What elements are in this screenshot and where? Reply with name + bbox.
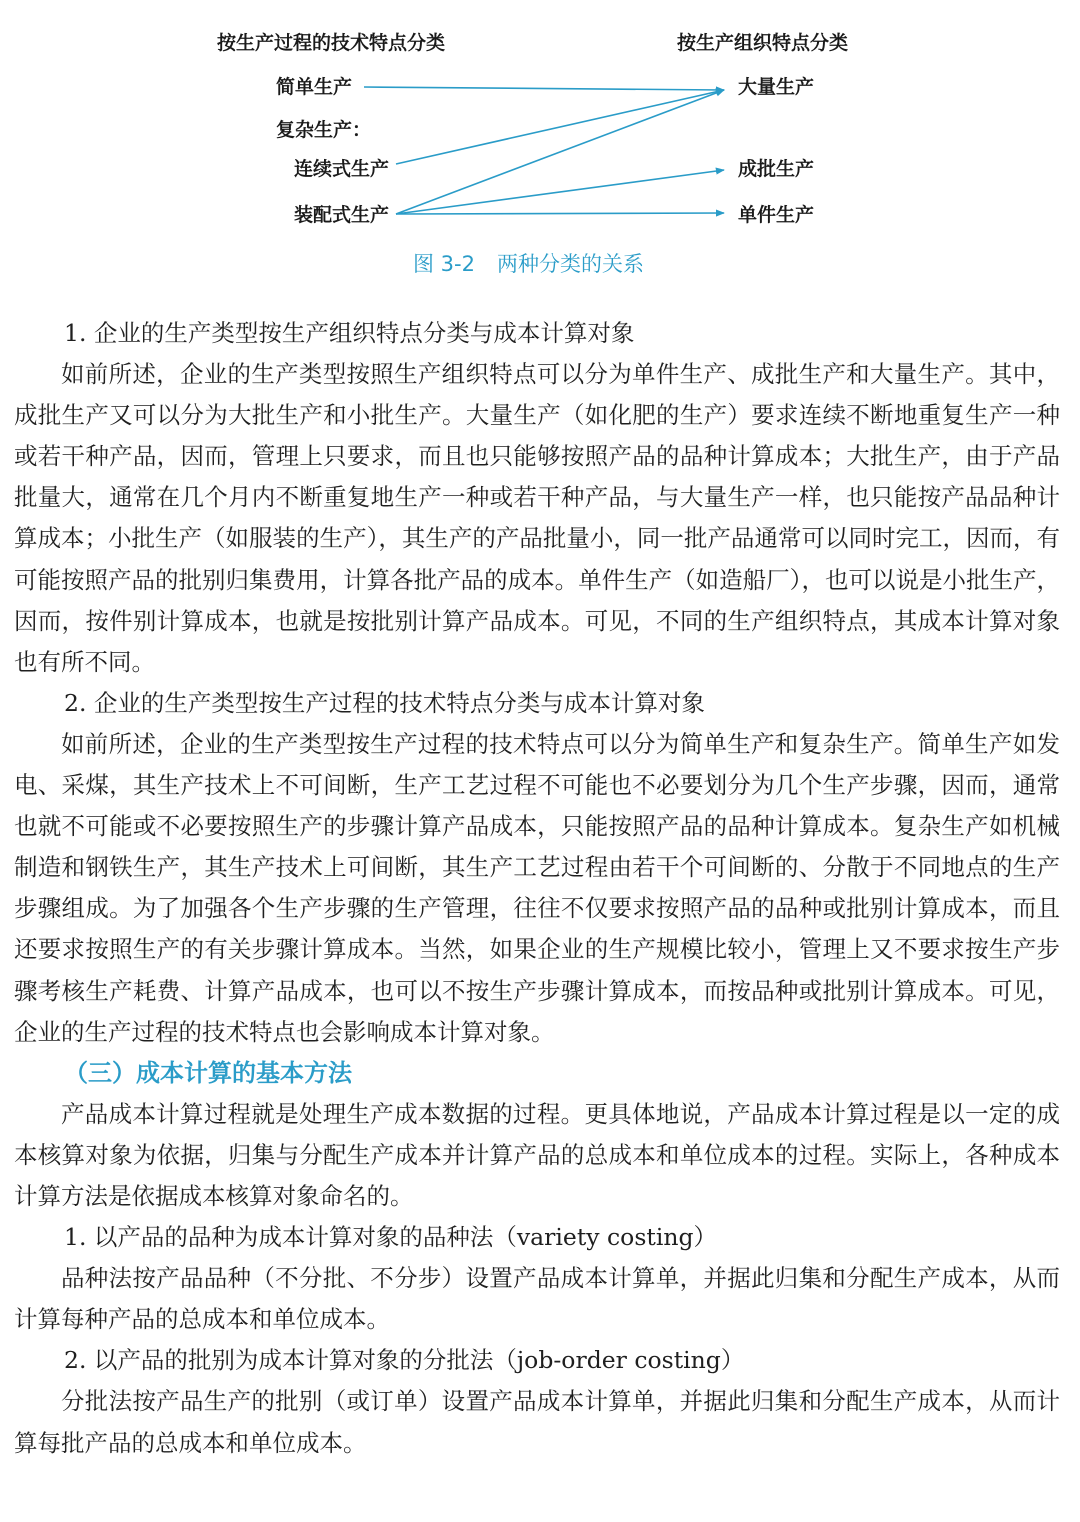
paragraph-2: 如前所述，企业的生产类型按生产过程的技术特点可以分为简单生产和复杂生产。简单生产如发电、采煤，其生产技术上不可间断，生产工艺过程不可能也不必要划分为几个生产步骤，因而，通常也就不可能或不必要按照生产的步骤计算产品成本，只能按照产品的品种计算成本。复杂生产如机械制造和钢铁生产，其生产技术上可间断，其生产工艺过程由若干个可间断的、分散于不同地点的生产步骤组成。为了加强各个生产步骤的生产管理，往往不仅要求按照产品的品种或批别计算成本，而且还要求按照生产的有关步骤计算成本。当然，如果企业的生产规模比较小，管理上又不要求按生产步骤考核生产耗费、计算产品成本，也可以不按生产步骤计算成本，而按品种或批别计算成本。可见，企业的生产过程的技术特点也会影响成本计算对象。: [14, 729, 1060, 1046]
label-single-production: 单件生产: [738, 204, 815, 226]
label-assembly-production: 装配式生产: [294, 204, 390, 226]
paragraph-3: 产品成本计算过程就是处理生产成本数据的过程。更具体地说，产品成本计算过程是以一定的成本核算对象为依据，归集与分配生产成本并计算产品的总成本和单位成本的过程。实际上，各种成本计算方法是依据成本核算对象命名的。: [14, 1099, 1060, 1210]
section-title: （三）成本计算的基本方法: [64, 1058, 352, 1087]
right-column-header: 按生产组织特点分类: [677, 32, 849, 54]
paragraph-1: 如前所述，企业的生产类型按照生产组织特点可以分为单件生产、成批生产和大量生产。其中，成批生产又可以分为大批生产和小批生产。大量生产（如化肥的生产）要求连续不断地重复生产一种或若干种产品，因而，管理上只要求，而且也只能够按照产品的品种计算成本；大批生产，由于产品批量大，通常在几个月内不断重复地生产一种或若干种产品，与大量生产一样，也只能按产品品种计算成本；小批生产（如服装的生产），其生产的产品批量小，同一批产品通常可以同时完工，因而，有可能按照产品的批别归集费用，计算各批产品的成本。单件生产（如造船厂），也可以说是小批生产，因而，按件别计算成本，也就是按批别计算产品成本。可见，不同的生产组织特点，其成本计算对象也有所不同。: [14, 360, 1060, 676]
figure-caption: [413, 250, 644, 278]
left-column-header: 按生产过程的技术特点分类: [217, 32, 446, 54]
arrow-simple-to-mass: [364, 87, 724, 90]
heading-4: 2. 以产品的批别为成本计算对象的分批法（job-order costing）: [64, 1346, 745, 1375]
arrow-continuous-to-mass: [396, 90, 724, 164]
heading-2: 2. 企业的生产类型按生产过程的技术特点分类与成本计算对象: [64, 688, 705, 717]
paragraph-5: 分批法按产品生产的批别（或订单）设置产品成本计算单，并据此归集和分配生产成本，从而计算每批产品的总成本和单位成本。: [14, 1387, 1060, 1457]
label-continuous-production: 连续式生产: [294, 158, 390, 180]
figure-caption-text: 两种分类的关系: [496, 252, 644, 276]
figure-two-classifications: [0, 0, 1080, 290]
arrow-assembly-to-mass: [396, 90, 724, 214]
relationship-arrows: [0, 0, 1080, 290]
arrow-assembly-to-batch: [396, 170, 724, 214]
paragraph-4: 品种法按产品品种（不分批、不分步）设置产品成本计算单，并据此归集和分配生产成本，从而计算每种产品的总成本和单位成本。: [14, 1264, 1060, 1334]
label-complex-production: 复杂生产：: [276, 119, 372, 141]
label-simple-production: 简单生产: [276, 76, 353, 98]
figure-caption-number: 图 3-2: [413, 252, 475, 276]
heading-1: 1. 企业的生产类型按生产组织特点分类与成本计算对象: [64, 319, 635, 347]
body-text: [14, 313, 1060, 1464]
label-batch-production: 成批生产: [738, 158, 815, 180]
label-mass-production: 大量生产: [738, 76, 815, 98]
arrow-assembly-to-single: [396, 213, 724, 214]
heading-3: 1. 以产品的品种为成本计算对象的品种法（variety costing）: [64, 1223, 718, 1252]
